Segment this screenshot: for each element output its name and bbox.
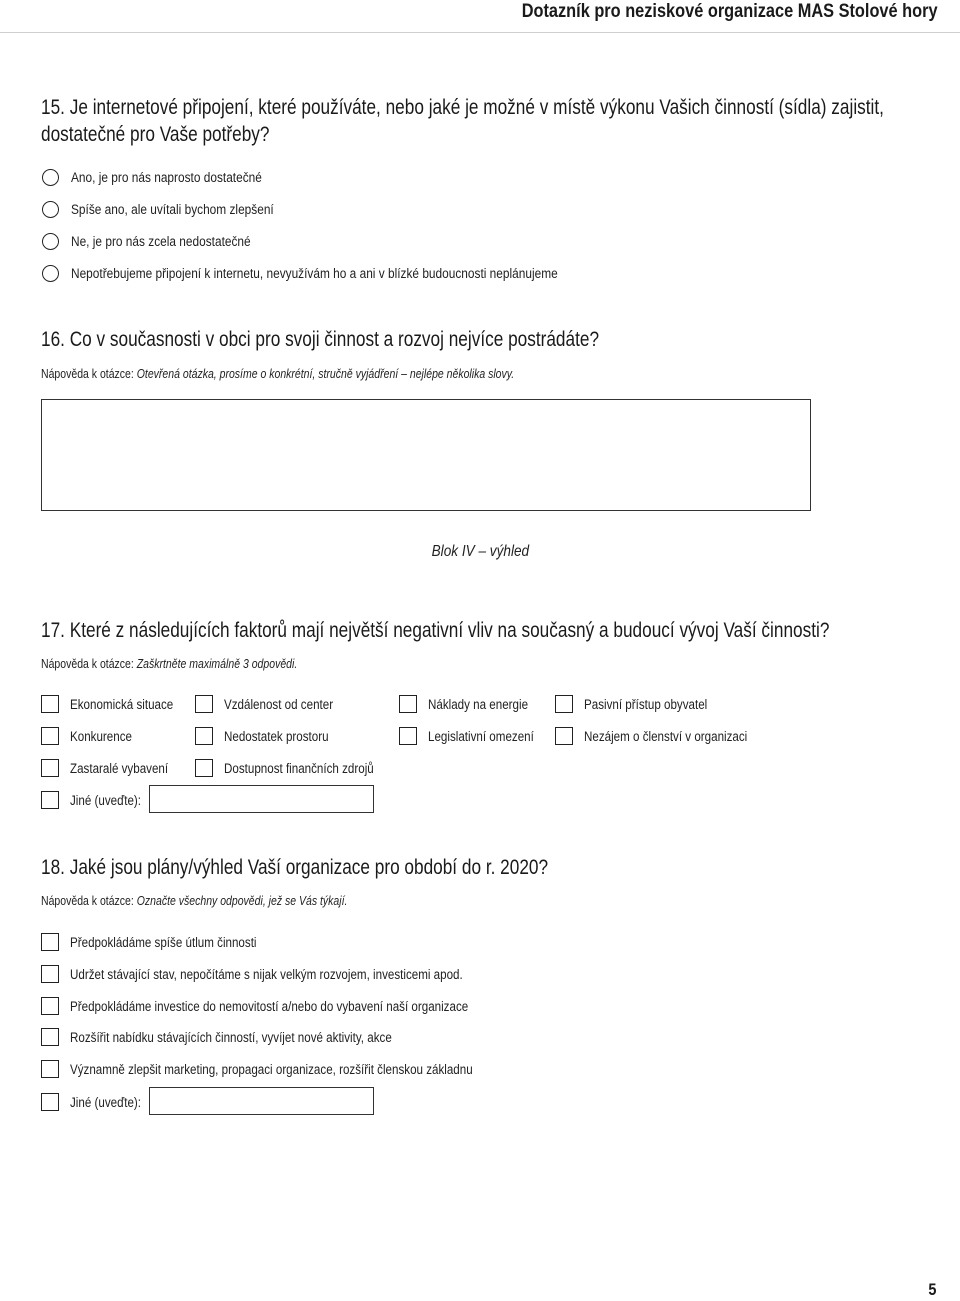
q15-option-3[interactable] — [42, 231, 275, 251]
checkbox[interactable] — [41, 759, 59, 777]
q17-option-label: Zastaralé vybavení — [70, 760, 169, 776]
q15-option-1[interactable] — [42, 167, 288, 187]
hint-label: Nápověda k otázce: — [41, 894, 134, 908]
q17-option-label: Legislativní omezení — [428, 728, 534, 744]
checkbox[interactable] — [41, 933, 59, 951]
hint-text: Otevřená otázka, prosíme o konkrétní, stručně vyjádření – nejlépe několika slovy. — [136, 367, 515, 381]
q17-option-label: Konkurence — [70, 728, 132, 744]
q17-option-equipment[interactable] — [41, 757, 184, 779]
radio-button[interactable] — [42, 265, 59, 282]
q17-option-label: Nedostatek prostoru — [224, 728, 329, 744]
section-title — [0, 543, 960, 561]
checkbox[interactable] — [555, 727, 573, 745]
q18-option-label: Předpokládáme spíše útlum činnosti — [70, 934, 257, 950]
checkbox[interactable] — [41, 1028, 59, 1046]
q18-option-label: Předpokládáme investice do nemovitostí a/nebo do vybavení naší organizace — [70, 998, 469, 1014]
q18-option-label: Rozšířit nabídku stávajících činností, vyvíjet nové aktivity, akce — [70, 1029, 392, 1045]
checkbox[interactable] — [41, 791, 59, 809]
q17-other-input[interactable] — [149, 785, 374, 813]
q17-option-space[interactable] — [195, 725, 346, 747]
radio-button[interactable] — [42, 201, 59, 218]
question-18-title: 18. Jaké jsou plány/výhled Vaší organizace pro období do r. 2020? — [41, 856, 549, 879]
q15-option-label: Ne, je pro nás zcela nedostatečné — [71, 233, 251, 249]
q18-option-label: Udržet stávající stav, nepočítáme s nijak velkým rozvojem, investicemi apod. — [70, 966, 463, 982]
checkbox[interactable] — [399, 727, 417, 745]
hint-text: Označte všechny odpovědi, jež se Vás týkají. — [136, 894, 348, 908]
hint-label: Nápověda k otázce: — [41, 657, 134, 671]
q17-option-passive[interactable] — [555, 693, 727, 715]
document-header-title: Dotazník pro neziskové organizace MAS Stolové hory — [522, 1, 938, 22]
checkbox[interactable] — [41, 695, 59, 713]
q17-option-distance[interactable] — [195, 693, 351, 715]
q17-option-label: Nezájem o členství v organizaci — [584, 728, 748, 744]
q17-option-competition[interactable] — [41, 725, 142, 747]
hint-label: Nápověda k otázce: — [41, 367, 134, 381]
q17-option-label: Náklady na energie — [428, 696, 529, 712]
q16-answer-textarea[interactable] — [41, 399, 811, 511]
question-17-hint — [41, 657, 297, 671]
checkbox[interactable] — [399, 695, 417, 713]
q18-option-expand[interactable] — [41, 1026, 444, 1048]
q17-other-label: Jiné (uveďte): — [70, 792, 142, 808]
q15-option-label: Spíše ano, ale uvítali bychom zlepšení — [71, 201, 274, 217]
q18-option-marketing[interactable] — [41, 1058, 538, 1080]
checkbox[interactable] — [41, 1060, 59, 1078]
q17-option-energy[interactable] — [399, 693, 544, 715]
q18-option-label: Významně zlepšit marketing, propagaci organizace, rozšířit členskou základnu — [70, 1061, 473, 1077]
checkbox[interactable] — [195, 727, 213, 745]
checkbox[interactable] — [41, 965, 59, 983]
question-16-title: 16. Co v současnosti v obci pro svoji činnost a rozvoj nejvíce postrádáte? — [41, 328, 600, 351]
q15-option-4[interactable] — [42, 263, 624, 283]
q17-option-other[interactable] — [41, 789, 153, 811]
question-17-title: 17. Které z následujících faktorů mají největší negativní vliv na současný a budoucí vývoj Vaší činnosti? — [41, 619, 830, 642]
q17-option-economic[interactable] — [41, 693, 190, 715]
checkbox[interactable] — [555, 695, 573, 713]
hint-text: Zaškrtněte maximálně 3 odpovědi. — [136, 657, 298, 671]
q17-option-funding[interactable] — [195, 757, 398, 779]
radio-button[interactable] — [42, 233, 59, 250]
q17-option-label: Ekonomická situace — [70, 696, 174, 712]
q18-other-label: Jiné (uveďte): — [70, 1094, 142, 1110]
checkbox[interactable] — [41, 727, 59, 745]
page-number: 5 — [927, 1280, 936, 1299]
checkbox[interactable] — [41, 997, 59, 1015]
question-16-hint — [41, 367, 514, 381]
q17-option-membership[interactable] — [555, 725, 774, 747]
checkbox[interactable] — [195, 695, 213, 713]
q18-option-invest[interactable] — [41, 995, 533, 1017]
checkbox[interactable] — [41, 1093, 59, 1111]
radio-button[interactable] — [42, 169, 59, 186]
q18-option-decline[interactable] — [41, 931, 287, 953]
checkbox[interactable] — [195, 759, 213, 777]
q17-option-label: Pasivní přístup obyvatel — [584, 696, 708, 712]
q18-other-input[interactable] — [149, 1087, 374, 1115]
q15-option-label: Nepotřebujeme připojení k internetu, nevyužívám ho a ani v blízké budoucnosti neplánujeme — [71, 265, 558, 281]
q15-option-label: Ano, je pro nás naprosto dostatečné — [71, 169, 262, 185]
q18-option-other[interactable] — [41, 1091, 153, 1113]
q18-option-maintain[interactable] — [41, 963, 527, 985]
question-15-title: 15. Je internetové připojení, které používáte, nebo jaké je možné v místě výkonu Vašich činností (sídla) zajistit, dostatečné pro Vaše potřeby? — [41, 96, 884, 146]
q17-option-label: Dostupnost finančních zdrojů — [224, 760, 374, 776]
q15-option-2[interactable] — [42, 199, 301, 219]
q17-option-legislation[interactable] — [399, 725, 551, 747]
q17-option-label: Vzdálenost od center — [224, 696, 334, 712]
header-divider — [0, 32, 960, 33]
section-title-text: Blok IV – výhled — [431, 543, 529, 560]
question-18-hint — [41, 894, 347, 908]
